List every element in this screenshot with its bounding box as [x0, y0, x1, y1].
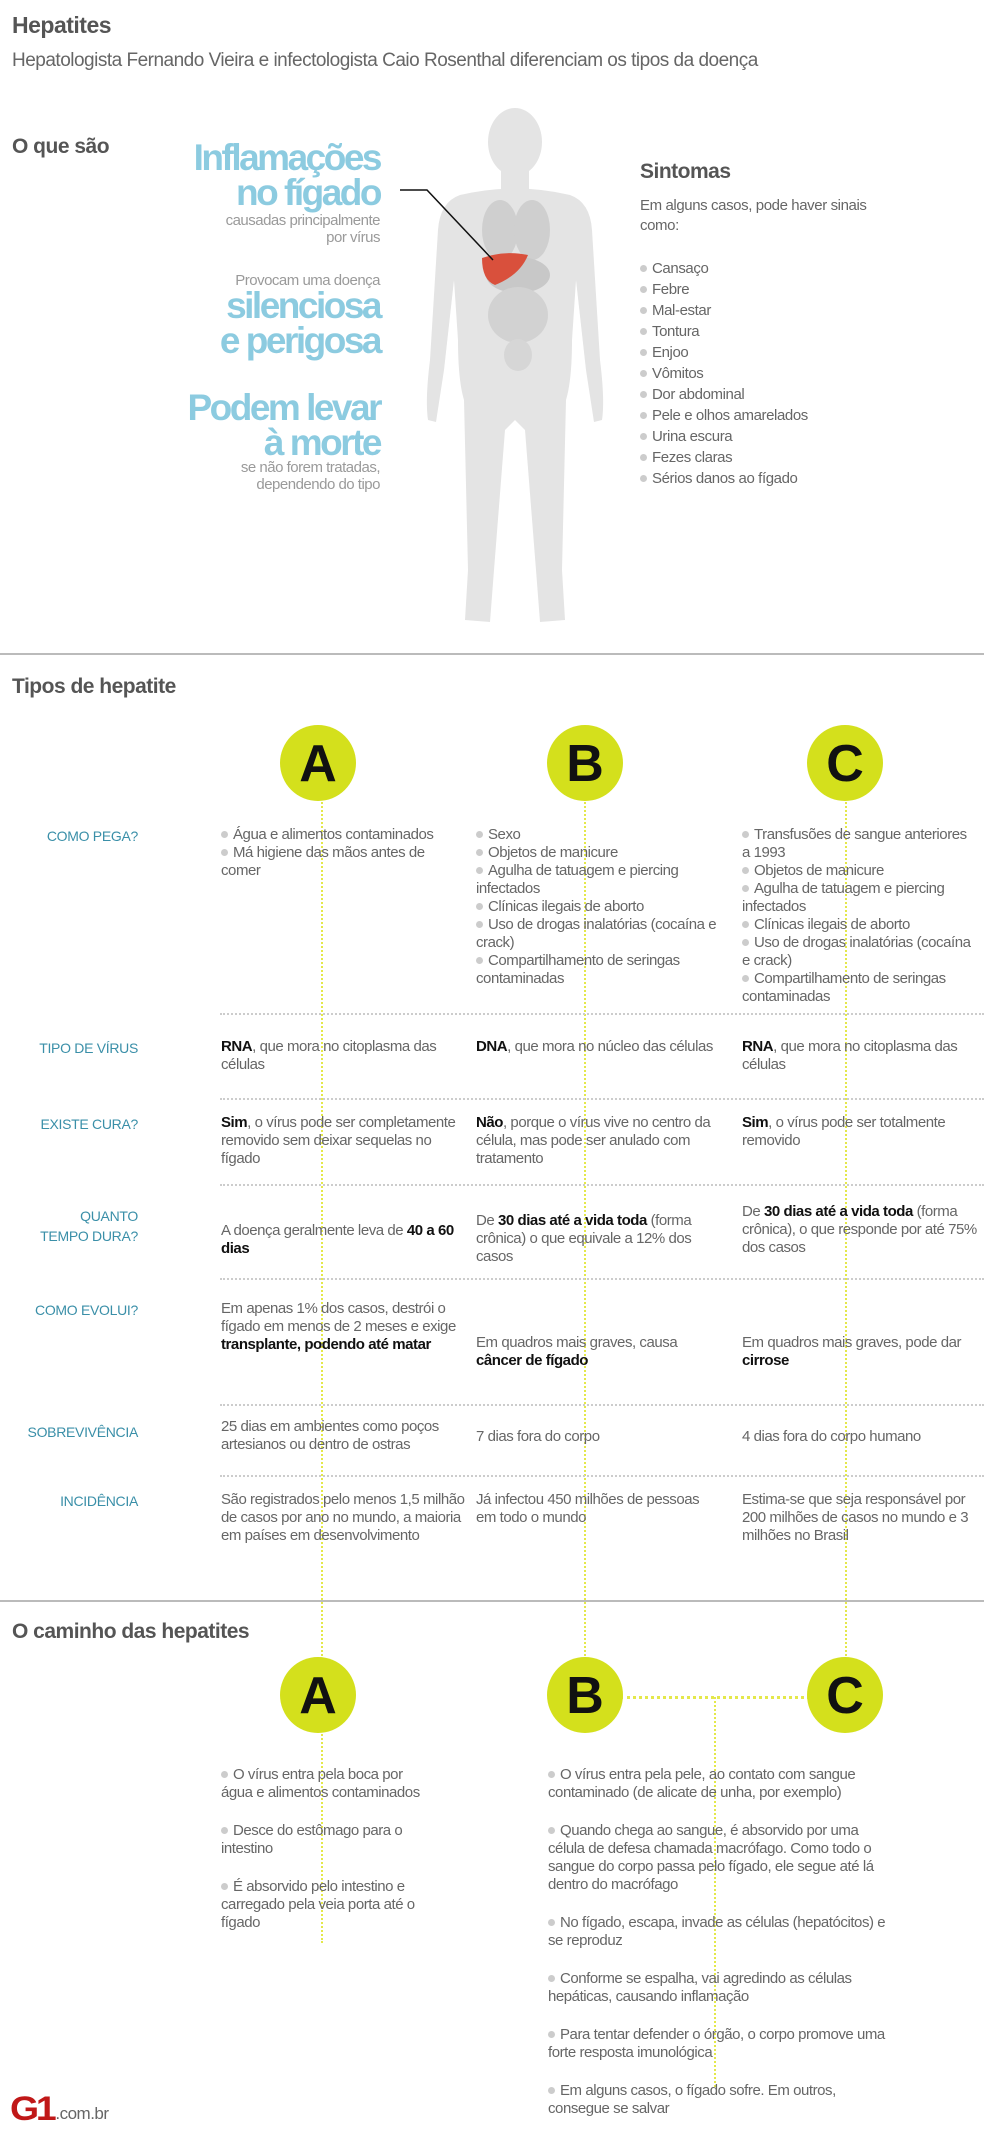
- cell-text: 4 dias fora do corpo humano: [742, 1428, 921, 1445]
- path-c-badge: C: [807, 1657, 883, 1733]
- cell-text: , que mora no citoplasma das células: [221, 1038, 437, 1073]
- caption-provocam: Provocam uma doença: [235, 272, 380, 289]
- table-cell-c: [742, 826, 977, 1006]
- row-separator: [220, 1475, 984, 1477]
- symptom-item: [640, 447, 808, 468]
- path-b-badge: B: [547, 1657, 623, 1733]
- symptom-item: [640, 405, 808, 426]
- symptom-item: [640, 300, 808, 321]
- bullet-icon: [640, 454, 647, 461]
- bullet-icon: [742, 867, 749, 874]
- headline-podem-levar: Podem levar à morte: [187, 387, 380, 463]
- row-label-line: COMO PEGA?: [46, 828, 138, 844]
- row-label: [35, 1300, 138, 1320]
- cell-item: [476, 1038, 721, 1056]
- table-cell-a: [221, 1418, 466, 1454]
- cell-item: [742, 1114, 977, 1150]
- bullet-icon: [640, 370, 647, 377]
- cell-item: [476, 1212, 721, 1266]
- page-title: Hepatites: [12, 12, 112, 38]
- row-label-line: QUANTO: [80, 1208, 138, 1224]
- bullet-icon: [640, 265, 647, 272]
- bullet-icon: [221, 1827, 228, 1834]
- bullet-icon: [221, 849, 228, 856]
- bullet-icon: [476, 867, 483, 874]
- cell-bold: câncer de fígado: [476, 1352, 589, 1369]
- cell-item: [221, 1114, 466, 1168]
- path-step-text: Para tentar defender o órgão, o corpo promove uma forte resposta imunológica: [548, 2026, 885, 2061]
- cell-text: Já infectou 450 milhões de pessoas em todo o mundo: [476, 1491, 700, 1526]
- cell-text: (forma crônica), o que responde por até 75% dos casos: [742, 1203, 977, 1256]
- cell-text: Em apenas 1% dos casos, destrói o fígado em menos de 2 meses e exige: [221, 1300, 456, 1335]
- bullet-icon: [221, 831, 228, 838]
- symptom-label: Fezes claras: [652, 449, 733, 466]
- row-label-line: EXISTE CURA?: [40, 1116, 138, 1132]
- table-cell-a: [221, 1114, 466, 1168]
- bullet-icon: [640, 349, 647, 356]
- table-cell-c: [742, 1428, 977, 1446]
- table-cell-c: [742, 1038, 977, 1074]
- cell-text: Transfusões de sangue anteriores a 1993: [742, 826, 967, 861]
- bullet-icon: [221, 1771, 228, 1778]
- symptom-label: Pele e olhos amarelados: [652, 407, 808, 424]
- bullet-icon: [476, 831, 483, 838]
- cell-item: [476, 1491, 721, 1527]
- cell-item: [221, 826, 466, 844]
- bullet-icon: [640, 286, 647, 293]
- type-b-badge: B: [547, 725, 623, 801]
- cell-text: , o vírus pode ser completamente removido sem deixar sequelas no fígado: [221, 1114, 456, 1167]
- bullet-icon: [640, 412, 647, 419]
- cell-text: Clínicas ilegais de aborto: [754, 916, 910, 933]
- cell-item: [742, 826, 977, 862]
- cell-bold: Não: [476, 1114, 503, 1131]
- caption-se-nao-forem: se não forem tratadas, dependendo do tipo: [240, 459, 380, 493]
- cell-item: [221, 1418, 466, 1454]
- path-a-badge: A: [280, 1657, 356, 1733]
- path-step: [548, 2026, 888, 2062]
- bullet-icon: [640, 475, 647, 482]
- path-step: [221, 1822, 436, 1858]
- symptom-item: [640, 258, 808, 279]
- path-step-text: Quando chega ao sangue, é absorvido por uma célula de defesa chamada macrófago. Como todo o sangue do corpo passa pelo fígado, ele segue até lá dentro do macrófago: [548, 1822, 874, 1893]
- path-step-text: No fígado, escapa, invade as células (hepatócitos) e se reproduz: [548, 1914, 886, 1949]
- bullet-icon: [476, 921, 483, 928]
- cell-text: Uso de drogas inalatórias (cocaína e crack): [742, 934, 971, 969]
- row-label-line: TIPO DE VÍRUS: [39, 1040, 138, 1056]
- row-separator: [220, 1278, 984, 1280]
- cell-text: Sexo: [488, 826, 521, 843]
- divider: [0, 653, 984, 655]
- cell-item: [221, 1491, 466, 1545]
- cell-text: 7 dias fora do corpo: [476, 1428, 600, 1445]
- path-step-text: O vírus entra pela boca por água e alimentos contaminados: [221, 1766, 420, 1801]
- bullet-icon: [742, 939, 749, 946]
- symptom-label: Sérios danos ao fígado: [652, 470, 798, 487]
- cell-item: [742, 916, 977, 934]
- row-separator: [220, 1404, 984, 1406]
- row-label-line: SOBREVIVÊNCIA: [27, 1424, 138, 1440]
- bullet-icon: [742, 921, 749, 928]
- row-label: [28, 1422, 138, 1442]
- cell-item: [476, 952, 721, 988]
- table-cell-b: [476, 826, 721, 988]
- cell-item: [476, 898, 721, 916]
- cell-item: [221, 1300, 466, 1354]
- section-title-o-que-sao: O que são: [12, 135, 110, 158]
- symptom-label: Mal-estar: [652, 302, 711, 319]
- cell-item: [476, 1114, 721, 1168]
- path-step-text: É absorvido pelo intestino e carregado pela veia porta até o fígado: [221, 1878, 415, 1931]
- table-cell-a: [221, 1222, 466, 1258]
- row-label-line: COMO EVOLUI?: [35, 1302, 138, 1318]
- headline-inflamacoes: Inflamações no fígado: [193, 137, 380, 213]
- table-cell-b: [476, 1334, 721, 1370]
- bullet-icon: [640, 307, 647, 314]
- section-title-caminho: O caminho das hepatites: [12, 1620, 250, 1643]
- table-cell-c: [742, 1491, 977, 1545]
- symptom-label: Febre: [652, 281, 690, 298]
- cell-item: [742, 934, 977, 970]
- bullet-icon: [548, 2031, 555, 2038]
- symptom-label: Dor abdominal: [652, 386, 745, 403]
- cell-item: [742, 1334, 977, 1370]
- path-step: [548, 1766, 888, 1802]
- table-cell-c: [742, 1114, 977, 1150]
- table-cell-c: [742, 1334, 977, 1370]
- bullet-icon: [548, 1827, 555, 1834]
- symptom-label: Enjoo: [652, 344, 689, 361]
- symptom-item: [640, 342, 808, 363]
- type-c-badge: C: [807, 725, 883, 801]
- symptom-item: [640, 468, 808, 489]
- bullet-icon: [742, 885, 749, 892]
- cell-item: [742, 1491, 977, 1545]
- cell-text: De: [742, 1203, 764, 1220]
- path-step: [548, 1970, 888, 2006]
- cell-text: Em quadros mais graves, causa: [476, 1334, 678, 1351]
- bullet-icon: [640, 328, 647, 335]
- bullet-icon: [640, 391, 647, 398]
- cell-text: Agulha de tatuagem e piercing infectados: [742, 880, 945, 915]
- path-step: [221, 1766, 436, 1802]
- cell-item: [476, 1428, 721, 1446]
- cell-item: [742, 1203, 977, 1257]
- g1-logo-mark: G1: [10, 2090, 54, 2128]
- sintomas-list: [640, 258, 808, 489]
- symptom-item: [640, 363, 808, 384]
- cell-text: 25 dias em ambientes como poços artesianos ou dentro de ostras: [221, 1418, 439, 1453]
- symptom-label: Cansaço: [652, 260, 709, 277]
- table-cell-b: [476, 1428, 721, 1446]
- bullet-icon: [476, 849, 483, 856]
- row-label: [39, 1038, 138, 1058]
- cell-text: De: [476, 1212, 498, 1229]
- path-step-text: O vírus entra pela pele, ao contato com sangue contaminado (de alicate de unha, por exemplo): [548, 1766, 856, 1801]
- cell-text: (forma crônica) o que equivale a 12% dos casos: [476, 1212, 692, 1265]
- cell-text: Compartilhamento de seringas contaminadas: [476, 952, 680, 987]
- path-step: [548, 1914, 888, 1950]
- bullet-icon: [742, 975, 749, 982]
- cell-text: Objetos de manicure: [488, 844, 618, 861]
- cell-item: [742, 862, 977, 880]
- path-step-text: Em alguns casos, o fígado sofre. Em outros, consegue se salvar: [548, 2082, 836, 2117]
- path-step-text: Conforme se espalha, vai agredindo as células hepáticas, causando inflamação: [548, 1970, 852, 2005]
- cell-item: [476, 916, 721, 952]
- bullet-icon: [548, 1975, 555, 1982]
- cell-item: [476, 1334, 721, 1370]
- cell-text: São registrados pelo menos 1,5 milhão de casos por ano no mundo, a maioria em países em desenvolvimento: [221, 1491, 465, 1544]
- section-title-tipos: Tipos de hepatite: [12, 675, 176, 698]
- cell-text: Agulha de tatuagem e piercing infectados: [476, 862, 679, 897]
- sintomas-title: Sintomas: [640, 160, 731, 183]
- cell-text: , porque o vírus vive no centro da célula, mas pode ser anulado com tratamento: [476, 1114, 711, 1167]
- cell-text: , o vírus pode ser totalmente removido: [742, 1114, 946, 1149]
- cell-bold: 40 a 60 dias: [221, 1222, 454, 1257]
- table-cell-b: [476, 1491, 721, 1527]
- cell-text: , que mora no citoplasma das células: [742, 1038, 958, 1073]
- g1-logo-domain: .com.br: [55, 2104, 109, 2123]
- cell-item: [742, 880, 977, 916]
- cell-item: [476, 826, 721, 844]
- symptom-item: [640, 426, 808, 447]
- bullet-icon: [548, 2087, 555, 2094]
- symptom-item: [640, 279, 808, 300]
- bullet-icon: [640, 433, 647, 440]
- row-separator: [220, 1098, 984, 1100]
- table-cell-b: [476, 1038, 721, 1056]
- table-cell-a: [221, 1491, 466, 1545]
- cell-text: Clínicas ilegais de aborto: [488, 898, 644, 915]
- cell-text: Estima-se que seja responsável por 200 milhões de casos no mundo e 3 milhões no Brasil: [742, 1491, 969, 1544]
- row-separator: [220, 1184, 984, 1186]
- bullet-icon: [548, 1919, 555, 1926]
- sintomas-description: Em alguns casos, pode haver sinais como:: [640, 197, 867, 234]
- path-step: [221, 1878, 436, 1932]
- cell-text: Objetos de manicure: [754, 862, 884, 879]
- caption-causadas: causadas principalmente por vírus: [225, 212, 380, 246]
- divider: [0, 1600, 984, 1602]
- cell-bold: 30 dias até a vida toda: [764, 1203, 913, 1220]
- cell-bold: cirrose: [742, 1352, 789, 1369]
- cell-bold: RNA: [742, 1038, 774, 1055]
- symptom-label: Vômitos: [652, 365, 704, 382]
- path-bc-steps: [548, 1766, 888, 2138]
- cell-text: Uso de drogas inalatórias (cocaína e crack): [476, 916, 717, 951]
- cell-item: [221, 1222, 466, 1258]
- symptom-item: [640, 384, 808, 405]
- symptom-item: [640, 321, 808, 342]
- row-label: [60, 1491, 138, 1511]
- table-cell-b: [476, 1114, 721, 1168]
- cell-text: Água e alimentos contaminados: [233, 826, 434, 843]
- cell-bold: 30 dias até a vida toda: [498, 1212, 647, 1229]
- path-step: [548, 1822, 888, 1894]
- cell-bold: RNA: [221, 1038, 253, 1055]
- page-subtitle: Hepatologista Fernando Vieira e infectologista Caio Rosenthal diferenciam os tipos da doença: [12, 50, 758, 71]
- type-a-badge: A: [280, 725, 356, 801]
- cell-bold: DNA: [476, 1038, 508, 1055]
- cell-bold: transplante, podendo até matar: [221, 1336, 431, 1353]
- cell-item: [221, 844, 466, 880]
- path-step-text: Desce do estômago para o intestino: [221, 1822, 403, 1857]
- cell-text: A doença geralmente leva de: [221, 1222, 407, 1239]
- cell-text: , que mora no núcleo das células: [507, 1038, 713, 1055]
- table-cell-a: [221, 1300, 466, 1354]
- bullet-icon: [221, 1883, 228, 1890]
- bullet-icon: [548, 1771, 555, 1778]
- cell-text: Compartilhamento de seringas contaminadas: [742, 970, 946, 1005]
- cell-item: [742, 1428, 977, 1446]
- table-cell-b: [476, 1212, 721, 1266]
- path-a-steps: [221, 1766, 436, 1952]
- path-step: [548, 2082, 888, 2118]
- row-label-line: TEMPO DURA?: [40, 1228, 138, 1244]
- human-body-illustration: [400, 100, 640, 640]
- table-cell-a: [221, 1038, 466, 1074]
- bullet-icon: [742, 831, 749, 838]
- symptom-label: Urina escura: [652, 428, 733, 445]
- cell-text: Má higiene das mãos antes de comer: [221, 844, 425, 879]
- g1-logo: [10, 2090, 109, 2128]
- table-cell-a: [221, 826, 466, 880]
- cell-item: [476, 862, 721, 898]
- symptom-label: Tontura: [652, 323, 700, 340]
- row-label-line: INCIDÊNCIA: [60, 1493, 138, 1509]
- headline-silenciosa: silenciosa e perigosa: [219, 285, 380, 361]
- cell-bold: Sim: [221, 1114, 248, 1131]
- row-label: [40, 1114, 138, 1134]
- row-label: [40, 1206, 138, 1246]
- cell-item: [476, 844, 721, 862]
- row-separator: [220, 1013, 984, 1015]
- cell-item: [742, 970, 977, 1006]
- cell-bold: Sim: [742, 1114, 769, 1131]
- bullet-icon: [476, 903, 483, 910]
- cell-item: [221, 1038, 466, 1074]
- bullet-icon: [476, 957, 483, 964]
- cell-text: Em quadros mais graves, pode dar: [742, 1334, 962, 1351]
- cell-item: [742, 1038, 977, 1074]
- table-cell-c: [742, 1203, 977, 1257]
- row-label: [47, 826, 138, 846]
